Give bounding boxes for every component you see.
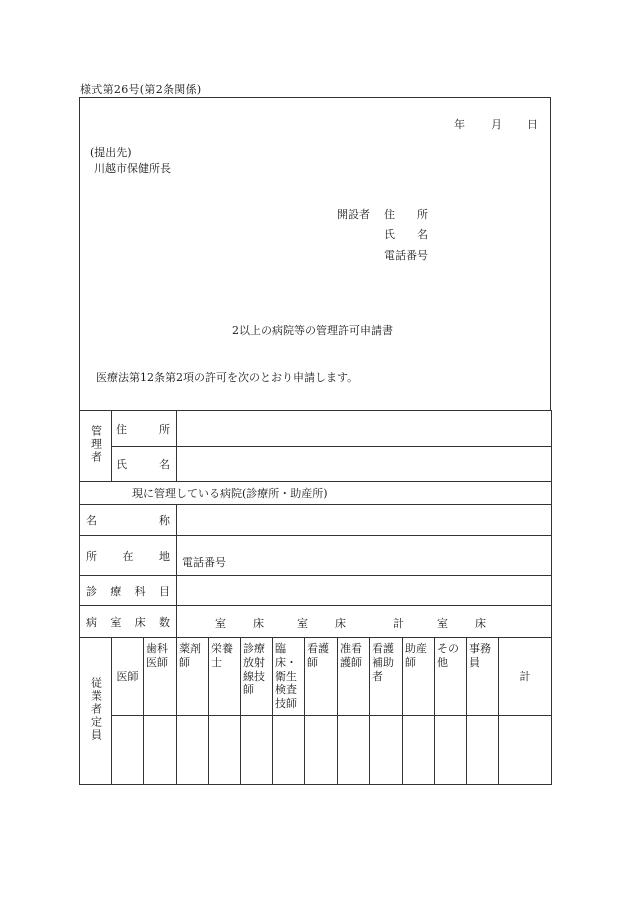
staff-header-dentist — [144, 638, 177, 716]
staff-label: 従業者定員 — [89, 676, 103, 742]
location-label-cell — [80, 536, 177, 576]
beds-label-a: 病 — [86, 615, 97, 629]
staff-count-clerk[interactable] — [467, 715, 499, 784]
date-year: 年 — [454, 118, 465, 131]
location-label-a: 所 — [86, 549, 97, 563]
staff-header-radiology-tech — [241, 638, 273, 716]
date-day: 日 — [527, 118, 538, 131]
staff-header-assistant-nurse — [338, 638, 370, 716]
manager-address-label-cell — [112, 411, 177, 447]
manager-name-field[interactable] — [177, 447, 552, 482]
application-form-table — [79, 410, 552, 785]
current-hospital-heading-cell — [80, 482, 552, 505]
staff-header-dentist-text: 歯科医師 — [146, 642, 168, 669]
staff-header-other — [435, 638, 467, 716]
staff-count-other[interactable] — [435, 715, 467, 784]
staff-header-pharmacist — [177, 638, 209, 716]
staff-count-assistant-nurse[interactable] — [338, 715, 370, 784]
staff-header-clerk — [467, 638, 499, 716]
submit-to-recipient: 川越市保健所長 — [94, 162, 171, 175]
beds-unit-total: 計 — [393, 617, 404, 630]
staff-count-dentist[interactable] — [144, 715, 177, 784]
beds-label-d: 数 — [158, 615, 170, 629]
staff-count-dietitian[interactable] — [209, 715, 241, 784]
staff-header-doctor-text: 医師 — [116, 669, 139, 683]
department-field[interactable] — [177, 576, 552, 606]
department-label-d: 目 — [158, 584, 170, 598]
beds-label-b: 室 — [110, 615, 122, 629]
staff-header-dietitian-text: 栄養士 — [211, 642, 233, 669]
staff-header-doctor — [112, 638, 144, 716]
location-phone-label: 電話番号 — [182, 556, 226, 569]
staff-header-nurse — [305, 638, 338, 716]
staff-count-lab-tech[interactable] — [273, 715, 305, 784]
staff-header-nursing-aide — [370, 638, 403, 716]
staff-count-nurse[interactable] — [305, 715, 338, 784]
beds-unit-room-3: 室 — [437, 617, 448, 630]
staff-header-nurse-text: 看護師 — [307, 642, 329, 669]
hospital-name-field[interactable] — [177, 505, 552, 536]
application-header-box — [79, 97, 551, 410]
staff-count-total[interactable] — [499, 715, 552, 784]
staff-label-cell — [80, 638, 112, 785]
staff-count-midwife[interactable] — [403, 715, 435, 784]
department-label-cell — [80, 576, 177, 606]
staff-header-total-text: 計 — [519, 669, 531, 683]
staff-header-total — [499, 638, 552, 716]
date-month: 月 — [491, 118, 502, 131]
department-label-a: 診 — [86, 584, 97, 598]
manager-name-label-cell — [112, 447, 177, 482]
hospital-name-label-a: 名 — [86, 514, 97, 527]
applicant-phone-label: 電話番号 — [384, 249, 428, 262]
manager-address-label-a: 住 — [116, 422, 127, 436]
staff-header-nursing-aide-text: 看護補助者 — [372, 642, 394, 683]
staff-header-lab-tech — [273, 638, 305, 716]
staff-header-other-text: その他 — [437, 642, 459, 669]
form-number: 様式第26号(第2条関係) — [80, 83, 202, 96]
department-label-b: 療 — [110, 584, 122, 598]
staff-header-midwife-text: 助産師 — [405, 642, 427, 669]
beds-unit-room-2: 室 — [297, 617, 308, 630]
beds-label-c: 床 — [134, 615, 146, 629]
beds-field[interactable] — [177, 606, 552, 638]
staff-header-radiology-tech-text: 診療放射線技師 — [243, 642, 265, 697]
applicant-address-label: 住 所 — [384, 208, 428, 221]
staff-header-dietitian — [209, 638, 241, 716]
hospital-name-label-b: 称 — [159, 514, 170, 527]
application-statement: 医療法第12条第2項の許可を次のとおり申請します。 — [96, 371, 359, 384]
staff-count-radiology-tech[interactable] — [241, 715, 273, 784]
manager-label-cell — [80, 411, 112, 482]
manager-name-label-a: 氏 — [116, 458, 127, 471]
beds-unit-bed-1: 床 — [253, 617, 264, 630]
document-title: 2以上の病院等の管理許可申請書 — [232, 324, 393, 337]
hospital-name-label-cell — [80, 505, 177, 536]
submit-to-label: (提出先) — [90, 146, 132, 159]
staff-header-midwife — [403, 638, 435, 716]
staff-count-nursing-aide[interactable] — [370, 715, 403, 784]
location-label-b: 在 — [122, 549, 134, 563]
current-hospital-heading: 現に管理している病院(診療所・助産所) — [132, 487, 328, 500]
beds-unit-bed-2: 床 — [335, 617, 346, 630]
beds-unit-bed-3: 床 — [475, 617, 486, 630]
staff-header-pharmacist-text: 薬剤師 — [179, 642, 201, 669]
manager-label: 管理者 — [89, 425, 103, 464]
manager-address-field[interactable] — [177, 411, 552, 447]
staff-header-assistant-nurse-text: 准看護師 — [340, 642, 362, 669]
department-label-c: 科 — [134, 584, 146, 598]
location-field[interactable] — [177, 536, 552, 576]
applicant-role: 開設者 — [337, 208, 370, 221]
staff-header-clerk-text: 事務員 — [469, 642, 491, 669]
manager-name-label-b: 名 — [159, 458, 170, 471]
beds-label-cell — [80, 606, 177, 638]
applicant-name-label: 氏 名 — [384, 228, 428, 241]
staff-count-pharmacist[interactable] — [177, 715, 209, 784]
location-label-c: 地 — [159, 549, 170, 563]
staff-header-lab-tech-text: 臨床・衛生検査技師 — [275, 642, 297, 710]
manager-address-label-b: 所 — [159, 422, 170, 436]
beds-unit-room-1: 室 — [215, 617, 226, 630]
staff-count-doctor[interactable] — [112, 715, 144, 784]
